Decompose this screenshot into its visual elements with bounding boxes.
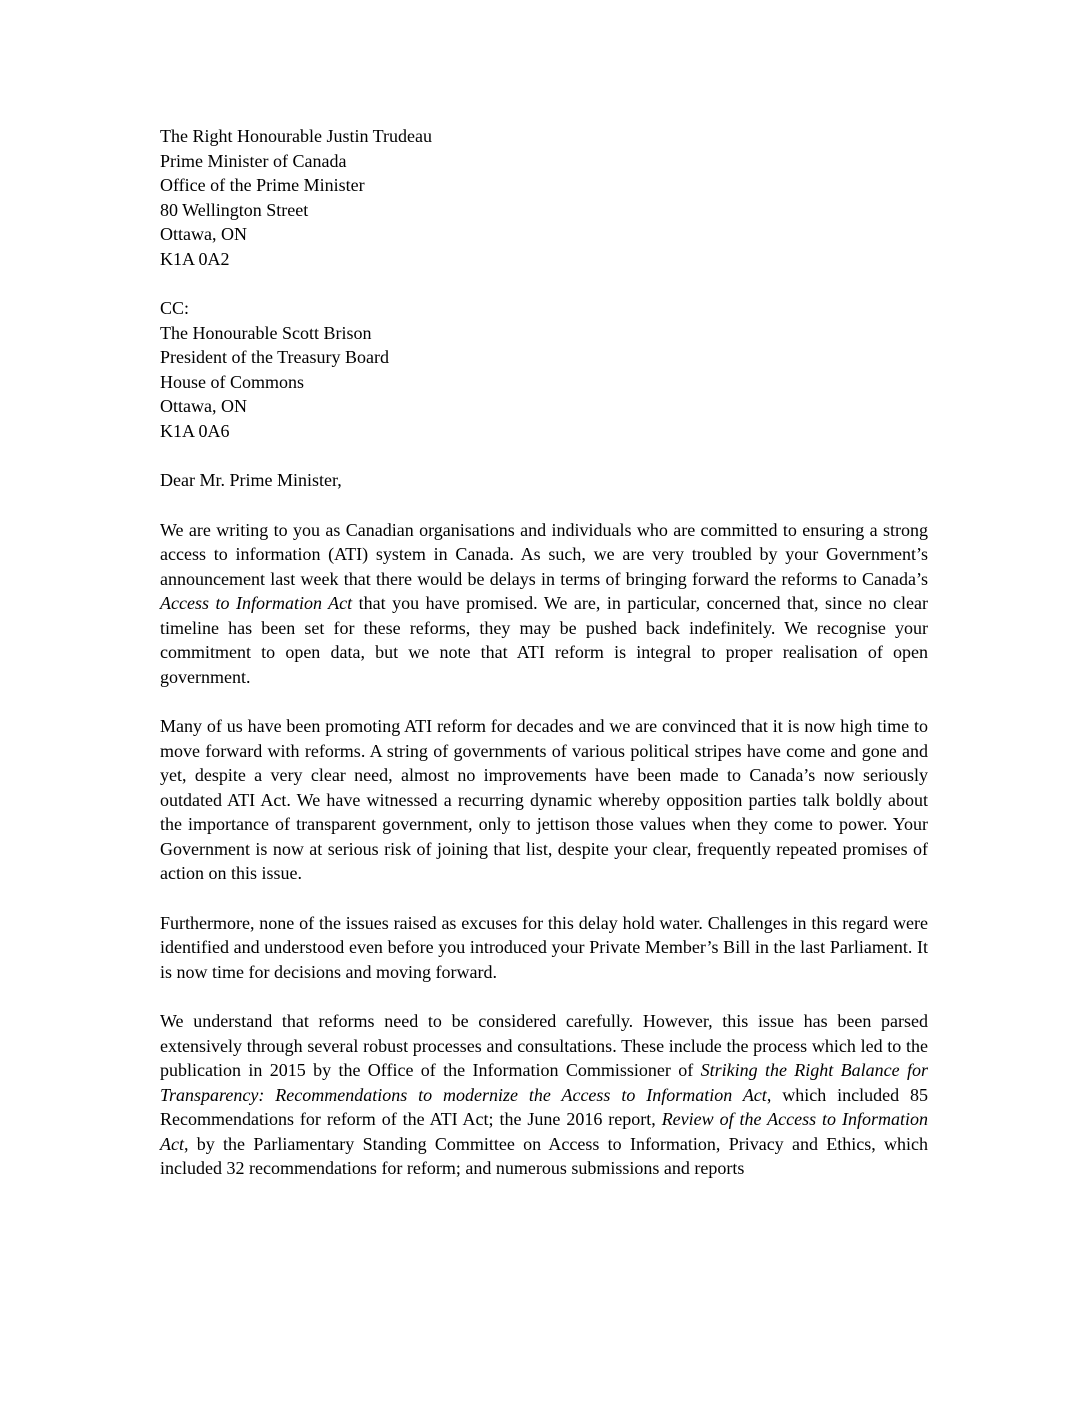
address-line: Ottawa, ON (160, 396, 247, 416)
text-run: that you have promised. We are, in particular, concerned that, since no clear timeline has been set for these reforms, they may be pushed back indefinitely. We recognise your commitment to open data, but we note that ATI reform is integral to proper realisation of open government. (160, 593, 928, 687)
italic-text-run: Striking the Right Balance for Transparency: Recommendations to modernize the Access to Information Act (160, 1060, 928, 1105)
text-run: , which included 85 Recommendations for reform of the ATI Act; the June 2016 report, (160, 1084, 928, 1129)
cc-address-block (160, 296, 928, 443)
address-line: House of Commons (160, 371, 304, 392)
address-line: The Honourable Scott Brison (160, 322, 372, 343)
body-paragraph (160, 1009, 928, 1181)
address-line: CC: (160, 298, 190, 318)
text-run: We understand that reforms need to be considered carefully. However, this issue has been parsed extensively through several robust processes and consultations. These include the process which led to the publication in 2015 by the Office of the Information Commissioner of (160, 1011, 928, 1080)
body-paragraph (160, 714, 928, 886)
italic-text-run: Access to Information Act (160, 593, 353, 613)
letter-body (160, 518, 928, 1181)
address-line: 80 Wellington Street (160, 199, 309, 220)
text-run: , by the Parliamentary Standing Committee on Access to Information, Privacy and Ethics, which included 32 recommendations for reform; and numerous submissions and reports (160, 1133, 928, 1178)
recipient-address-block (160, 124, 928, 271)
address-line: K1A 0A2 (160, 248, 230, 269)
address-line: Office of the Prime Minister (160, 175, 365, 195)
text-run: Furthermore, none of the issues raised as excuses for this delay hold water. Challenges in this regard were identified and understood even before you introduced your Private Member’s Bill in the last Parliament. It is now time for decisions and moving forward. (160, 912, 928, 982)
text-run: Many of us have been promoting ATI reform for decades and we are convinced that it is now high time to move forward with reforms. A string of governments of various political stripes have come and gone and yet, despite a very clear need, almost no improvements have been made to Canada’s now seriously outdated ATI Act. We have witnessed a recurring dynamic whereby opposition parties talk boldly about the importance of transparent government, only to jettison those values when they come to power. Your Government is now at serious risk of joining that list, despite your clear, frequently repeated promises of action on this issue. (160, 716, 928, 883)
body-paragraph (160, 518, 928, 690)
address-line: President of the Treasury Board (160, 347, 389, 367)
address-line: The Right Honourable Justin Trudeau (160, 126, 432, 146)
address-line: K1A 0A6 (160, 420, 230, 441)
address-line: Ottawa, ON (160, 224, 247, 244)
address-line: Prime Minister of Canada (160, 150, 347, 171)
text-run: We are writing to you as Canadian organisations and individuals who are committed to ensuring a strong access to information (ATI) system in Canada. As such, we are very troubled by your Government’s announcement last week that there would be delays in terms of bringing forward the reforms to Canada’s (160, 519, 928, 589)
salutation: Dear Mr. Prime Minister, (160, 470, 342, 490)
letter-content (160, 124, 928, 1206)
body-paragraph (160, 911, 928, 985)
italic-text-run: Review of the Access to Information Act (160, 1109, 928, 1154)
